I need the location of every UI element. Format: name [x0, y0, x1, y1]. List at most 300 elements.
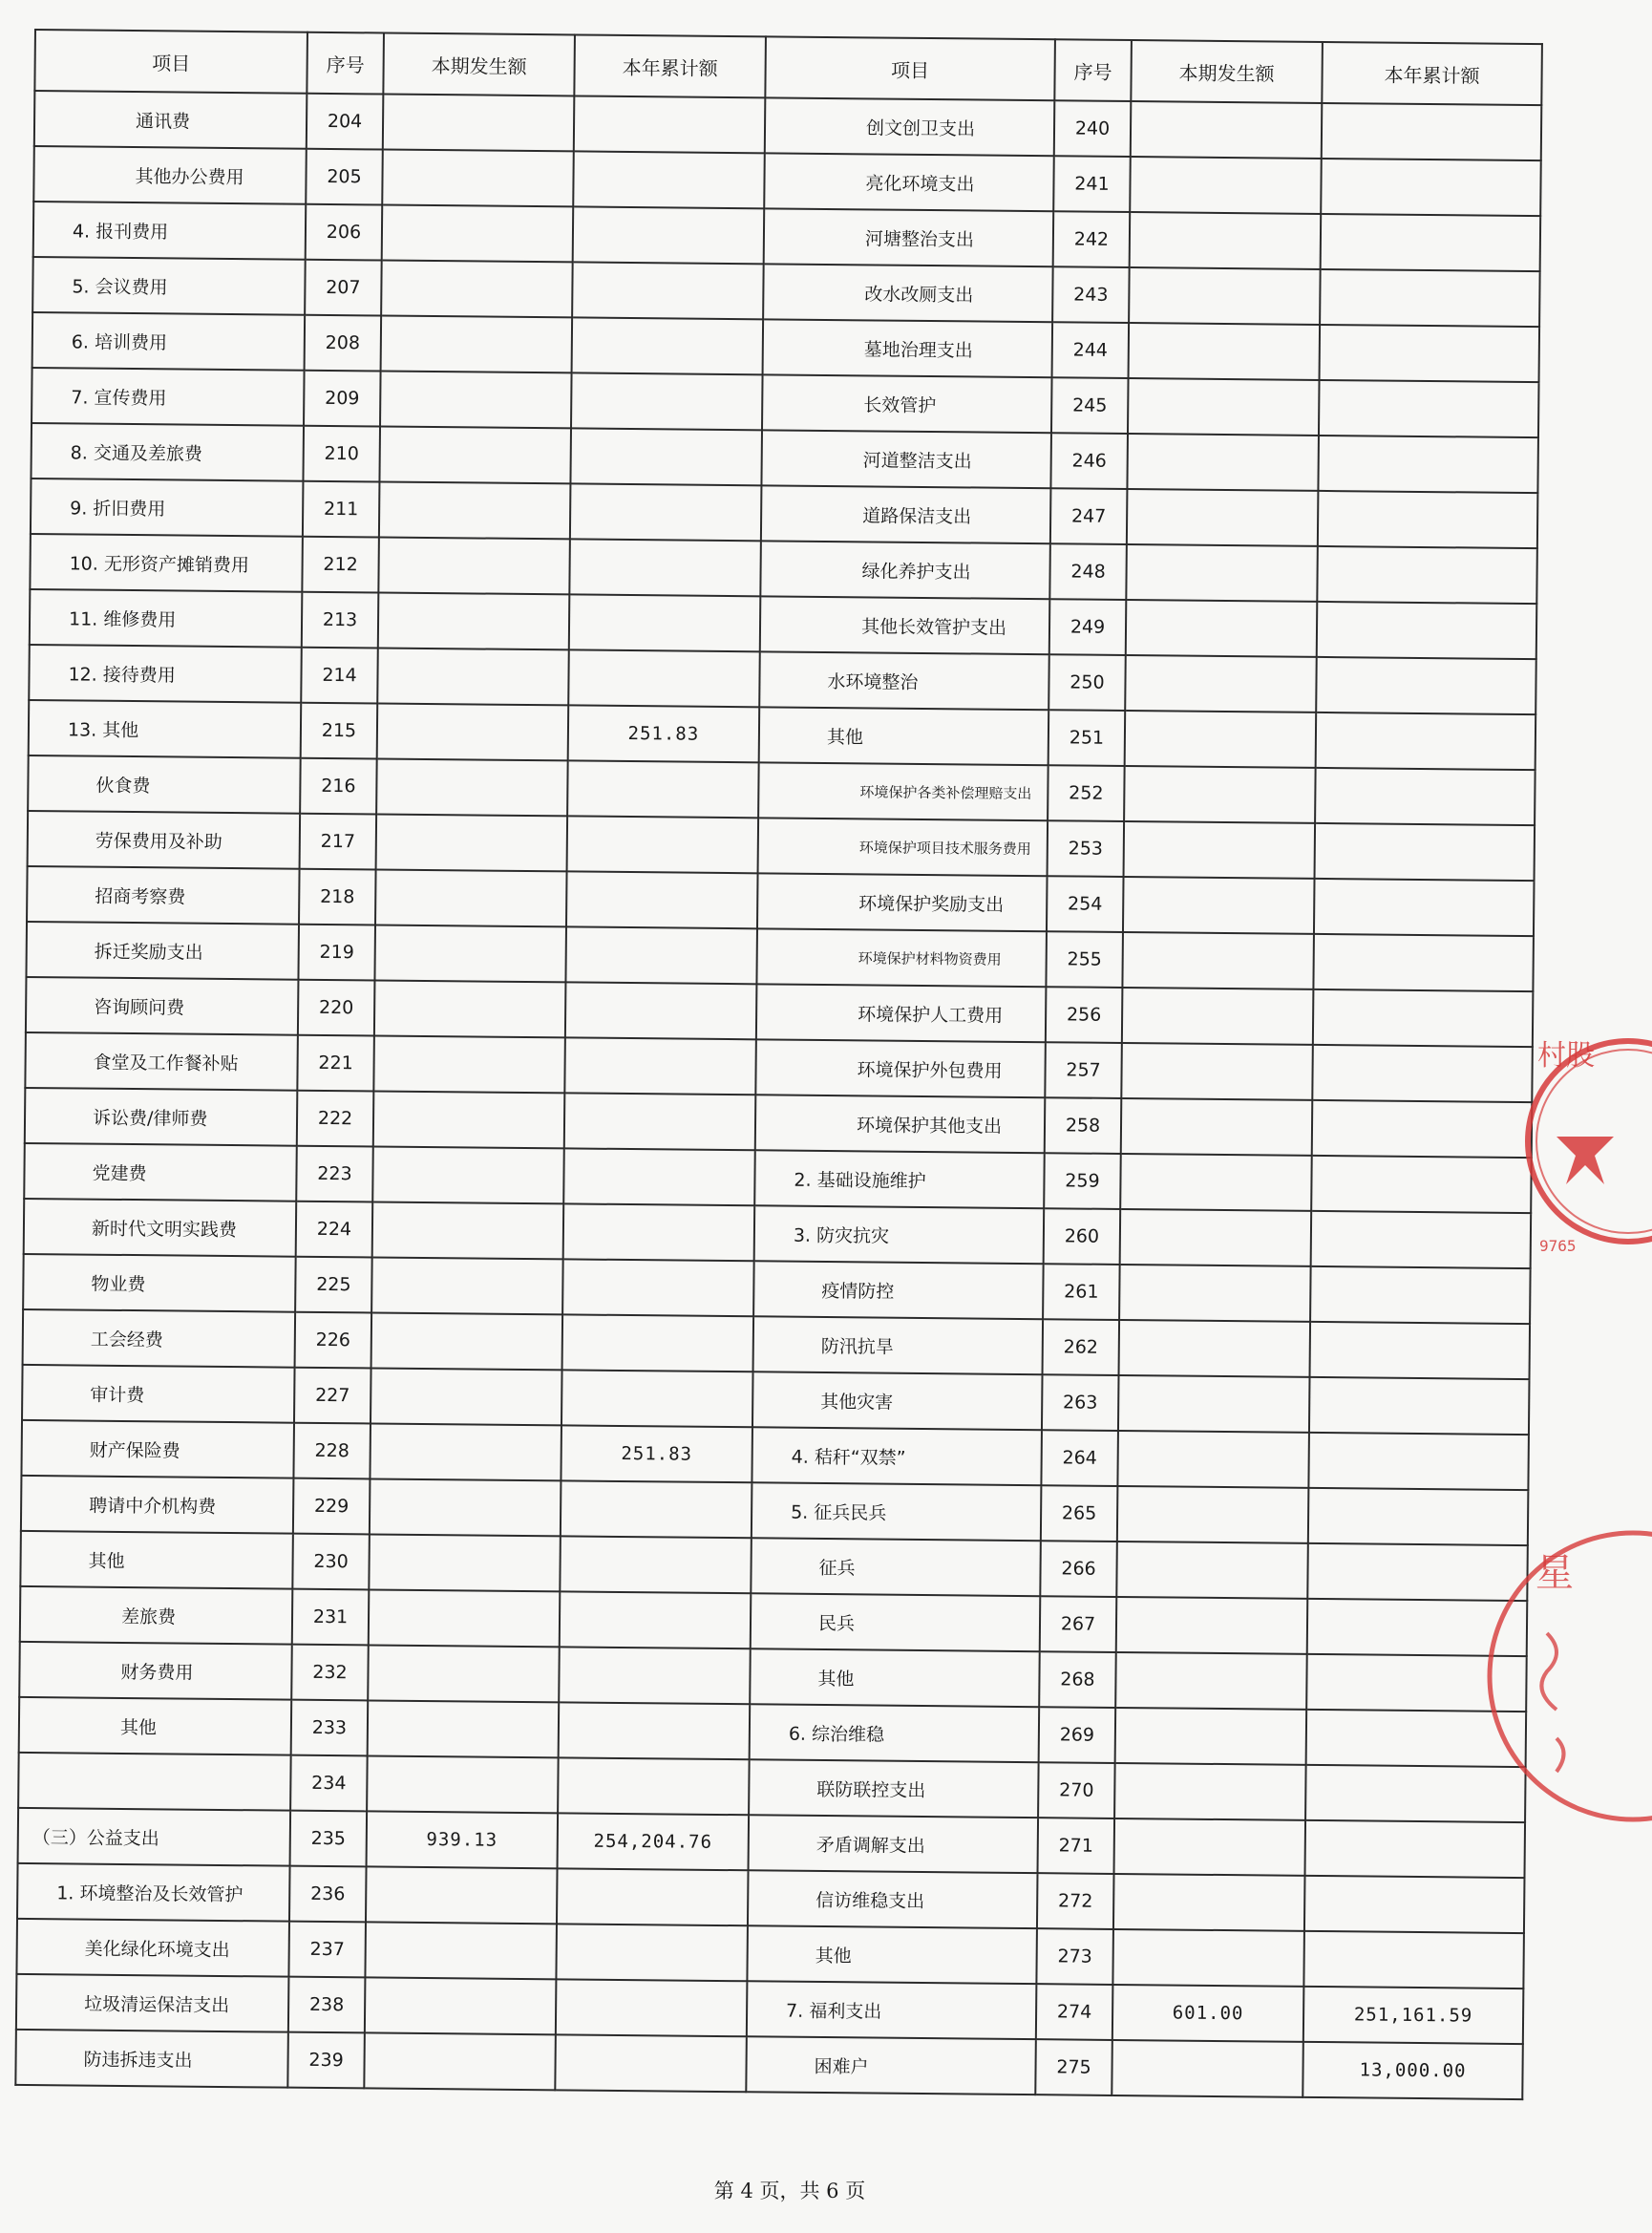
left-ytd-cell — [556, 1924, 748, 1981]
left-ytd-cell — [565, 982, 757, 1039]
right-item-cell: 征兵 — [751, 1538, 1041, 1596]
right-seq-cell: 257 — [1045, 1042, 1122, 1098]
right-seq-cell: 247 — [1050, 488, 1128, 544]
left-current-cell — [370, 1478, 561, 1536]
left-item-cell: 党建费 — [24, 1143, 297, 1202]
left-seq-cell: 220 — [298, 980, 375, 1036]
right-item-cell: 创文创卫支出 — [765, 97, 1055, 156]
left-ytd-cell — [572, 262, 764, 319]
right-ytd-cell — [1307, 1543, 1528, 1601]
left-seq-cell: 206 — [306, 204, 383, 261]
left-item-cell: 工会经费 — [23, 1309, 296, 1368]
left-item-cell: 12. 接待费用 — [29, 645, 302, 703]
left-current-cell — [382, 205, 574, 263]
left-current-cell — [365, 1977, 557, 2034]
right-ytd-cell — [1315, 823, 1536, 881]
left-ytd-cell — [563, 1148, 755, 1205]
left-item-cell: 财产保险费 — [21, 1420, 294, 1478]
seal-text-bottom: 星 — [1536, 1551, 1574, 1595]
right-ytd-cell — [1310, 1266, 1531, 1324]
right-current-cell — [1126, 600, 1318, 657]
left-item-cell: 财务费用 — [19, 1642, 292, 1700]
left-current-cell — [376, 814, 568, 871]
left-item-cell: 其他办公费用 — [33, 146, 307, 204]
left-item-cell: 物业费 — [23, 1254, 296, 1312]
seal-digits: 9765 — [1539, 1237, 1577, 1255]
right-item-cell: 河道整洁支出 — [761, 430, 1051, 488]
seal-text-top: 村股 — [1537, 1039, 1595, 1073]
left-ytd-cell — [562, 1314, 754, 1372]
right-seq-cell: 249 — [1049, 599, 1127, 655]
right-item-cell: 6. 综治维稳 — [750, 1704, 1040, 1762]
right-seq-cell: 251 — [1048, 710, 1126, 766]
left-item-cell: 6. 培训费用 — [32, 312, 306, 371]
left-current-cell — [368, 1700, 560, 1757]
left-ytd-cell — [555, 2034, 747, 2092]
right-item-cell: 联防联控支出 — [749, 1759, 1039, 1818]
right-current-cell — [1125, 711, 1317, 768]
right-current-cell — [1112, 1929, 1304, 1987]
right-current-cell — [1130, 157, 1322, 214]
right-item-cell: 河塘整治支出 — [764, 208, 1054, 266]
left-ytd-cell — [569, 594, 761, 651]
right-item-cell: 其他长效管护支出 — [760, 596, 1050, 654]
right-current-cell — [1130, 212, 1322, 269]
left-item-cell — [18, 1753, 291, 1811]
right-ytd-cell — [1321, 159, 1541, 216]
left-item-cell: 招商考察费 — [27, 866, 300, 925]
right-seq-cell: 253 — [1048, 820, 1125, 877]
left-seq-cell: 216 — [300, 758, 377, 815]
right-seq-cell: 250 — [1048, 654, 1126, 711]
right-item-cell: 5. 征兵民兵 — [752, 1482, 1042, 1541]
right-current-cell — [1120, 1154, 1312, 1211]
right-item-cell: 其他 — [759, 707, 1049, 765]
left-ytd-cell — [567, 816, 759, 873]
left-ytd-cell — [564, 1037, 756, 1095]
red-seal-fragment-bottom — [1518, 1519, 1585, 1834]
left-ytd-cell — [559, 1647, 751, 1704]
left-seq-cell: 225 — [295, 1257, 372, 1313]
left-seq-cell: 231 — [292, 1589, 370, 1646]
right-ytd-cell — [1308, 1488, 1529, 1545]
right-item-cell: 墓地治理支出 — [763, 319, 1053, 377]
right-item-cell: 改水改厕支出 — [763, 264, 1053, 322]
right-item-cell: 环境保护外包费用 — [755, 1039, 1046, 1097]
right-current-cell — [1124, 766, 1316, 823]
right-current-cell — [1118, 1375, 1310, 1433]
right-ytd-cell — [1308, 1433, 1529, 1490]
right-seq-cell: 254 — [1047, 876, 1124, 932]
right-ytd-cell — [1312, 1045, 1533, 1102]
right-item-cell: 环境保护材料物资费用 — [756, 928, 1047, 987]
left-current-cell — [378, 537, 570, 594]
right-seq-cell: 263 — [1042, 1374, 1119, 1431]
left-item-cell: 新时代文明实践费 — [24, 1199, 297, 1257]
left-seq-cell: 217 — [300, 814, 377, 870]
left-current-cell — [373, 1035, 565, 1093]
right-current-cell — [1121, 1098, 1313, 1156]
left-seq-cell: 236 — [289, 1866, 367, 1923]
right-item-cell: 环境保护其他支出 — [755, 1095, 1046, 1153]
left-item-cell: 审计费 — [22, 1365, 295, 1423]
left-ytd-cell — [563, 1203, 755, 1261]
ledger-body — [15, 91, 1541, 2099]
left-seq-cell: 234 — [290, 1755, 368, 1812]
left-current-cell — [368, 1645, 560, 1702]
left-seq-cell: 207 — [305, 260, 382, 316]
expense-ledger-table — [14, 29, 1543, 2100]
left-ytd-cell — [568, 649, 760, 707]
right-seq-cell: 273 — [1036, 1928, 1113, 1985]
right-seq-cell: 261 — [1043, 1264, 1120, 1320]
right-seq-cell: 262 — [1043, 1319, 1120, 1375]
left-current-cell — [374, 980, 566, 1037]
right-current-cell — [1119, 1265, 1311, 1322]
left-ytd-cell — [573, 206, 765, 264]
right-seq-cell: 266 — [1040, 1541, 1117, 1597]
right-item-cell: 信访维稳支出 — [748, 1870, 1038, 1928]
left-current-cell — [383, 95, 575, 152]
left-item-cell: 9. 折旧费用 — [31, 478, 304, 537]
left-current-cell — [366, 1866, 558, 1924]
left-seq-cell: 229 — [293, 1478, 371, 1535]
right-ytd-cell — [1316, 712, 1536, 770]
left-current-cell — [377, 648, 569, 705]
left-seq-cell: 238 — [288, 1977, 366, 2033]
left-item-cell: 7. 宣传费用 — [32, 368, 305, 426]
left-ytd-cell — [572, 317, 764, 374]
right-item-cell: 其他灾害 — [752, 1372, 1043, 1430]
left-current-cell — [378, 592, 570, 649]
right-current-cell — [1122, 988, 1314, 1045]
left-current-cell — [374, 925, 566, 982]
left-seq-cell: 218 — [299, 869, 376, 925]
left-seq-cell: 211 — [303, 481, 380, 538]
left-current-cell — [377, 703, 569, 760]
right-ytd-cell — [1304, 1876, 1525, 1933]
left-item-cell: 通讯费 — [34, 91, 307, 149]
left-seq-cell: 210 — [303, 426, 380, 482]
right-current-cell — [1126, 544, 1318, 602]
right-item-cell: 困难户 — [746, 2036, 1036, 2095]
left-current-cell — [373, 1091, 565, 1148]
left-ytd-cell — [570, 428, 762, 485]
right-item-header: 项目 — [765, 36, 1055, 100]
right-seq-cell: 264 — [1041, 1430, 1118, 1486]
left-item-cell: 其他 — [19, 1697, 292, 1755]
right-current-cell — [1115, 1652, 1307, 1710]
right-seq-cell: 240 — [1054, 100, 1132, 157]
right-ytd-cell — [1311, 1156, 1532, 1213]
left-item-cell: 差旅费 — [20, 1586, 293, 1645]
left-ytd-cell — [566, 871, 758, 928]
left-seq-cell: 219 — [298, 925, 375, 981]
right-item-cell: 疫情防控 — [753, 1261, 1044, 1319]
left-current-cell — [365, 1922, 557, 1979]
right-current-cell — [1131, 101, 1323, 159]
right-ytd-cell — [1311, 1211, 1532, 1268]
left-ytd-cell — [559, 1702, 751, 1759]
left-seq-cell: 228 — [293, 1423, 371, 1479]
right-ytd-cell — [1321, 214, 1541, 271]
left-seq-header: 序号 — [307, 32, 384, 95]
right-current-cell — [1127, 489, 1319, 546]
left-ytd-cell — [560, 1536, 752, 1593]
right-seq-cell: 241 — [1053, 156, 1131, 212]
left-item-cell: 10. 无形资产摊销费用 — [30, 534, 303, 592]
right-current-header: 本期发生额 — [1131, 40, 1323, 103]
right-ytd-cell — [1316, 657, 1536, 714]
right-current-cell — [1123, 877, 1315, 934]
left-seq-cell: 226 — [295, 1312, 372, 1369]
left-ytd-cell — [562, 1259, 754, 1316]
right-item-cell: 矛盾调解支出 — [749, 1815, 1039, 1873]
left-current-cell — [381, 261, 573, 318]
right-ytd-cell — [1318, 436, 1538, 493]
left-item-cell: 5. 会议费用 — [32, 257, 306, 315]
right-ytd-cell — [1320, 325, 1540, 382]
left-ytd-header: 本年累计额 — [574, 34, 766, 97]
left-ytd-cell — [567, 760, 759, 818]
right-seq-cell: 270 — [1038, 1762, 1115, 1818]
left-current-cell — [380, 371, 572, 428]
right-current-cell — [1122, 932, 1314, 989]
left-seq-cell: 224 — [296, 1202, 373, 1258]
left-current-cell — [381, 315, 573, 372]
left-ytd-cell — [569, 539, 761, 596]
right-current-cell — [1128, 378, 1320, 436]
left-ytd-cell — [570, 483, 762, 541]
left-current-cell: 939.13 — [367, 1811, 559, 1868]
left-item-cell: 其他 — [20, 1531, 293, 1589]
right-seq-cell: 252 — [1048, 765, 1125, 821]
left-current-cell — [371, 1312, 563, 1370]
left-ytd-cell — [557, 1868, 749, 1925]
right-ytd-cell — [1313, 989, 1534, 1047]
right-ytd-cell — [1317, 546, 1537, 604]
left-seq-cell: 223 — [296, 1146, 373, 1202]
left-current-cell — [371, 1257, 563, 1314]
right-current-cell — [1114, 1763, 1306, 1820]
left-seq-cell: 233 — [291, 1700, 369, 1756]
right-seq-cell: 269 — [1039, 1707, 1116, 1763]
right-seq-cell: 255 — [1046, 931, 1123, 988]
left-item-cell: 劳保费用及补助 — [28, 811, 301, 869]
left-seq-cell: 222 — [297, 1091, 374, 1147]
left-ytd-cell — [574, 96, 766, 153]
left-seq-cell: 227 — [294, 1368, 371, 1424]
red-seal-fragment-top — [1518, 1012, 1595, 1270]
left-seq-cell: 204 — [307, 94, 384, 150]
right-ytd-cell — [1305, 1765, 1526, 1822]
right-ytd-cell — [1306, 1710, 1527, 1767]
right-ytd-cell — [1309, 1377, 1530, 1435]
right-item-cell: 环境保护各类补偿理赔支出 — [758, 762, 1048, 820]
left-item-cell: 13. 其他 — [29, 700, 302, 758]
right-seq-cell: 246 — [1050, 433, 1128, 489]
left-current-cell — [369, 1589, 561, 1647]
left-seq-cell: 209 — [304, 371, 381, 427]
right-seq-cell: 245 — [1051, 377, 1129, 434]
left-item-cell: 4. 报刊费用 — [33, 202, 307, 260]
right-current-cell — [1117, 1431, 1309, 1488]
right-ytd-cell — [1304, 1820, 1525, 1878]
right-ytd-cell — [1310, 1322, 1531, 1379]
right-ytd-cell: 13,000.00 — [1303, 2042, 1523, 2099]
left-ytd-cell — [561, 1480, 752, 1538]
left-item-cell: 伙食费 — [28, 755, 301, 814]
left-current-cell — [375, 869, 567, 926]
right-seq-cell: 275 — [1035, 2039, 1112, 2095]
left-seq-cell: 212 — [302, 537, 379, 593]
right-ytd-cell — [1318, 491, 1538, 548]
left-ytd-cell — [560, 1591, 752, 1648]
left-item-cell: （三）公益支出 — [18, 1808, 291, 1866]
left-item-cell: 11. 维修费用 — [30, 589, 303, 648]
left-item-cell: 食堂及工作餐补贴 — [25, 1032, 298, 1091]
left-seq-cell: 208 — [305, 315, 382, 372]
left-item-cell: 咨询顾问费 — [26, 977, 299, 1035]
left-ytd-cell — [564, 1093, 756, 1150]
right-current-cell — [1116, 1597, 1308, 1654]
left-seq-cell: 235 — [290, 1811, 368, 1867]
left-current-cell — [382, 150, 574, 207]
left-current-cell — [371, 1368, 562, 1425]
right-item-cell: 其他 — [750, 1648, 1040, 1707]
right-ytd-cell — [1317, 602, 1537, 659]
right-current-cell — [1119, 1320, 1311, 1377]
right-ytd-cell — [1319, 380, 1539, 437]
right-current-cell — [1112, 2040, 1303, 2097]
right-ytd-cell — [1314, 879, 1535, 936]
right-current-cell — [1121, 1043, 1313, 1100]
left-seq-cell: 239 — [287, 2032, 365, 2089]
right-item-cell: 3. 防灾抗灾 — [754, 1205, 1045, 1264]
right-seq-cell: 243 — [1052, 266, 1130, 323]
left-ytd-cell — [558, 1757, 750, 1815]
right-item-cell: 道路保洁支出 — [761, 485, 1051, 543]
right-seq-cell: 258 — [1045, 1097, 1122, 1154]
right-current-cell — [1127, 434, 1319, 491]
right-item-cell: 7. 福利支出 — [747, 1981, 1037, 2039]
right-seq-cell: 256 — [1046, 987, 1123, 1043]
right-current-cell — [1125, 655, 1317, 712]
left-seq-cell: 232 — [291, 1645, 369, 1701]
left-item-cell: 拆迁奖励支出 — [26, 922, 299, 980]
left-current-cell — [372, 1146, 564, 1203]
left-current-cell — [376, 758, 568, 816]
page-footer: 第 4 页，共 6 页 — [713, 2180, 866, 2202]
left-seq-cell: 221 — [297, 1035, 374, 1092]
left-seq-cell: 213 — [302, 592, 379, 649]
right-ytd-cell — [1322, 103, 1542, 160]
right-item-cell: 绿化养护支出 — [760, 541, 1050, 599]
right-item-cell: 水环境整治 — [759, 651, 1049, 710]
left-ytd-cell — [573, 151, 765, 208]
right-seq-cell: 268 — [1039, 1651, 1116, 1708]
right-ytd-cell — [1320, 269, 1540, 327]
right-current-cell — [1116, 1542, 1308, 1599]
right-seq-cell: 248 — [1049, 543, 1127, 600]
left-current-cell — [370, 1423, 561, 1480]
right-item-cell: 环境保护项目技术服务费用 — [758, 818, 1048, 876]
right-current-cell — [1120, 1209, 1312, 1266]
left-ytd-cell — [571, 372, 763, 430]
right-seq-header: 序号 — [1054, 39, 1132, 101]
right-item-cell: 民兵 — [751, 1593, 1041, 1651]
right-ytd-cell: 251,161.59 — [1303, 1987, 1524, 2044]
right-item-cell: 4. 秸秆“双禁” — [752, 1427, 1042, 1485]
left-item-header: 项目 — [34, 30, 307, 94]
left-current-cell — [379, 426, 571, 483]
left-item-cell: 美化绿化环境支出 — [16, 1919, 289, 1977]
left-ytd-cell: 251.83 — [568, 705, 760, 762]
left-item-cell: 防违拆违支出 — [15, 2030, 288, 2088]
right-ytd-cell — [1313, 934, 1534, 991]
right-seq-cell: 244 — [1052, 322, 1130, 378]
left-seq-cell: 214 — [301, 648, 378, 704]
right-ytd-cell — [1315, 768, 1536, 825]
right-current-cell: 601.00 — [1112, 1985, 1304, 2042]
right-ytd-cell — [1303, 1931, 1524, 1988]
right-seq-cell: 265 — [1041, 1485, 1118, 1542]
left-ytd-cell — [556, 1979, 748, 2036]
left-item-cell: 8. 交通及差旅费 — [31, 423, 304, 481]
right-item-cell: 防汛抗旱 — [753, 1316, 1044, 1374]
left-item-cell: 聘请中介机构费 — [21, 1476, 294, 1534]
left-current-cell — [367, 1755, 559, 1813]
left-current-cell — [379, 481, 571, 539]
right-item-cell: 长效管护 — [762, 374, 1052, 433]
left-current-cell — [372, 1202, 564, 1259]
right-seq-cell: 272 — [1037, 1873, 1114, 1929]
left-item-cell: 诉讼费/律师费 — [25, 1088, 298, 1146]
left-seq-cell: 237 — [288, 1922, 366, 1978]
left-ytd-cell: 254,204.76 — [558, 1813, 750, 1870]
right-current-cell — [1124, 821, 1316, 879]
right-current-cell — [1129, 323, 1321, 380]
right-item-cell: 环境保护人工费用 — [756, 984, 1047, 1042]
right-seq-cell: 242 — [1053, 211, 1131, 267]
left-seq-cell: 230 — [292, 1534, 370, 1590]
left-ytd-cell: 251.83 — [561, 1425, 752, 1482]
right-item-cell: 2. 基础设施维护 — [754, 1150, 1045, 1208]
right-item-cell: 亮化环境支出 — [764, 153, 1054, 211]
left-current-header: 本期发生额 — [383, 33, 575, 96]
ledger-sheet — [14, 29, 1541, 2100]
right-ytd-cell — [1312, 1100, 1533, 1158]
left-seq-cell: 205 — [306, 149, 383, 205]
right-seq-cell: 271 — [1038, 1818, 1115, 1874]
left-item-cell: 垃圾清运保洁支出 — [16, 1974, 289, 2032]
left-current-cell — [369, 1534, 561, 1591]
right-item-cell: 其他 — [747, 1925, 1037, 1984]
right-seq-cell: 274 — [1036, 1984, 1113, 2040]
left-current-cell — [364, 2032, 556, 2090]
left-ytd-cell — [561, 1370, 753, 1427]
left-item-cell: 1. 环境整治及长效管护 — [17, 1863, 290, 1922]
right-item-cell: 环境保护奖励支出 — [757, 873, 1048, 931]
right-current-cell — [1117, 1486, 1309, 1543]
right-seq-cell: 260 — [1044, 1208, 1121, 1265]
right-current-cell — [1129, 267, 1321, 325]
right-current-cell — [1115, 1708, 1307, 1765]
right-current-cell — [1113, 1874, 1305, 1931]
right-current-cell — [1114, 1818, 1306, 1876]
left-ytd-cell — [565, 926, 757, 984]
right-ytd-header: 本年累计额 — [1322, 42, 1542, 105]
